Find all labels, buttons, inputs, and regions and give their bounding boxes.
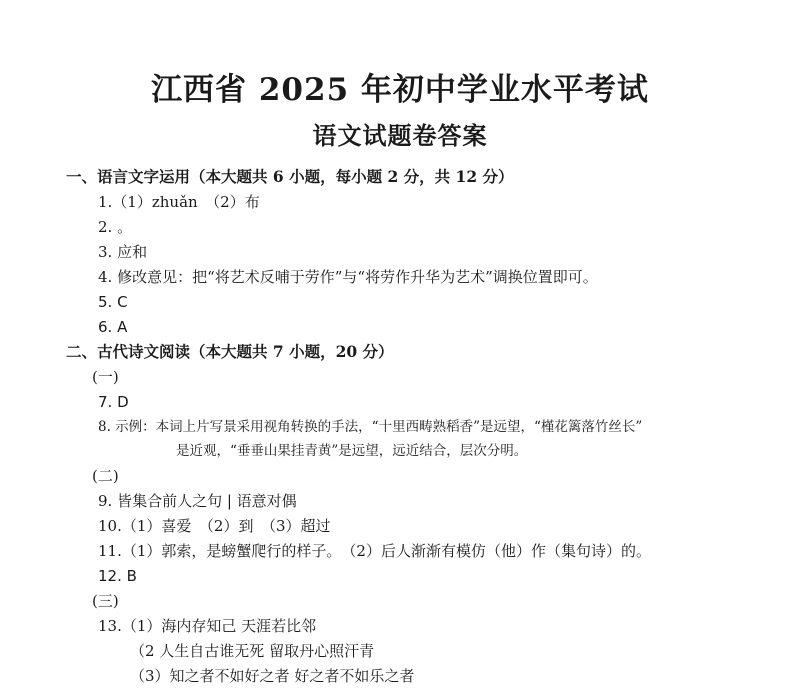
answer-q4: 4. 修改意见：把“将艺术反哺于劳作”与“将劳作升华为艺术”调换位置即可。 xyxy=(98,268,598,286)
answer-q5: 5. C xyxy=(98,293,128,311)
answer-q2: 2. 。 xyxy=(98,218,133,236)
answer-q6: 6. A xyxy=(98,318,128,336)
answer-q13-line3: （3）知之者不如好之者 好之者不如乐之者 xyxy=(130,667,415,685)
answer-q12: 12. B xyxy=(98,567,137,585)
answer-q3: 3. 应和 xyxy=(98,243,148,261)
answer-q9: 9. 皆集合前人之句 | 语意对偶 xyxy=(98,492,297,510)
answer-q11: 11.（1）郭索，是螃蟹爬行的样子。 （2）后人渐渐有模仿（他）作（集句诗）的。 xyxy=(98,542,651,560)
exam-title: 江西省 2025 年初中学业水平考试 xyxy=(151,72,649,108)
answer-q8-line1: 8. 示例：本词上片写景采用视角转换的手法，“十里西畴熟稻香”是远望，“槿花篱落竹丝长” xyxy=(98,419,643,435)
exam-subtitle: 语文试题卷答案 xyxy=(312,121,488,150)
part-2-label: (二) xyxy=(92,467,119,485)
answer-q13-line2: （2 人生自古谁无死 留取丹心照汗青 xyxy=(130,642,375,660)
part-1-label: (一) xyxy=(92,368,119,386)
answer-q7: 7. D xyxy=(98,393,129,411)
part-3-label: (三) xyxy=(92,592,119,610)
section-1-heading: 一、语言文字运用（本大题共 6 小题，每小题 2 分，共 12 分） xyxy=(66,167,514,186)
section-2-heading: 二、古代诗文阅读（本大题共 7 小题，20 分） xyxy=(66,342,394,361)
answer-q10: 10.（1）喜爱 （2）到 （3）超过 xyxy=(98,517,331,535)
answer-q8-line2: 是近观，“垂垂山果挂青黄”是远望，远近结合，层次分明。 xyxy=(176,443,528,459)
answer-q13-line1: 13.（1）海内存知己 天涯若比邻 xyxy=(98,617,317,635)
answer-q1: 1.（1）zhuǎn （2）布 xyxy=(98,193,260,211)
